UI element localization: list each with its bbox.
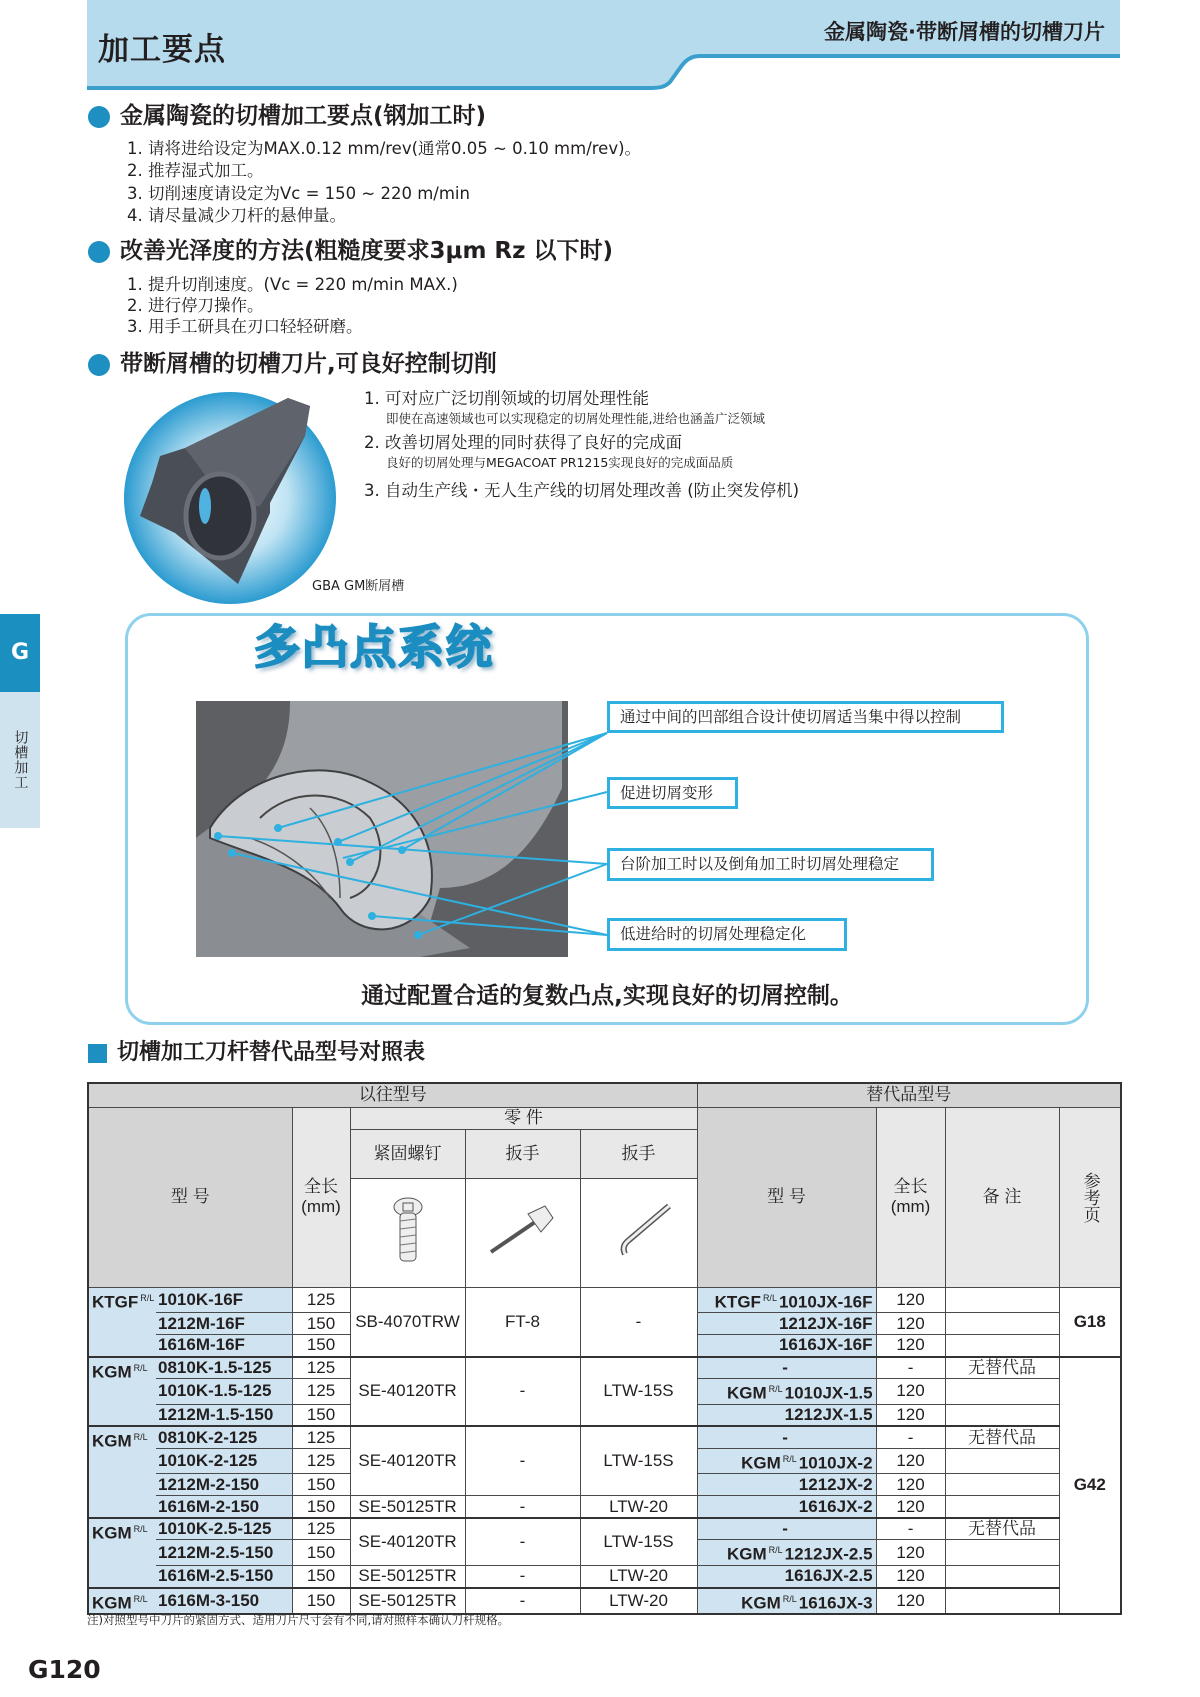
side-tab-label: 切槽加工 bbox=[0, 692, 40, 828]
alt-model-text: 1212JX-1.5 bbox=[784, 1405, 873, 1425]
screw-cell: SB-4070TRW bbox=[350, 1287, 465, 1357]
model-cell: 1010K-1.5-125 bbox=[156, 1379, 292, 1405]
alt-length-cell: 120 bbox=[876, 1540, 945, 1566]
alt-length-cell: - bbox=[876, 1518, 945, 1540]
alt-length-cell: 120 bbox=[876, 1313, 945, 1335]
alt-length-cell: 120 bbox=[876, 1588, 945, 1615]
model-cell: 1616M-2-150 bbox=[156, 1496, 292, 1518]
header-parts: 零 件 bbox=[350, 1107, 697, 1129]
alt-model-text: 1212JX-2.5 bbox=[784, 1545, 873, 1565]
alt-model-cell bbox=[697, 1518, 876, 1540]
rl-marker: R/L bbox=[762, 1292, 777, 1303]
alt-model-text: 1212JX-2 bbox=[798, 1474, 873, 1494]
heading-text: 改善光泽度的方法(粗糙度要求3μm Rz 以下时) bbox=[120, 238, 614, 265]
alt-model-text: 1010JX-16F bbox=[778, 1292, 873, 1312]
tip-item: 1. 提升切削速度。(Vc = 220 m/min MAX.) bbox=[127, 275, 458, 294]
rl-marker: R/L bbox=[768, 1384, 783, 1395]
alt-length-cell: 120 bbox=[876, 1496, 945, 1518]
heading-text: 带断屑槽的切槽刀片,可良好控制切削 bbox=[120, 351, 497, 378]
rl-marker: R/L bbox=[133, 1523, 148, 1534]
header-ref-page: 参考页 bbox=[1059, 1107, 1121, 1287]
header-model: 型 号 bbox=[88, 1107, 292, 1287]
model-prefix bbox=[88, 1357, 156, 1427]
model-cell: 1616M-2.5-150 bbox=[156, 1566, 292, 1588]
rl-marker: R/L bbox=[133, 1432, 148, 1443]
alt-length-cell: 120 bbox=[876, 1474, 945, 1496]
callout-concave-design: 通过中间的凹部组合设计使切屑适当集中得以控制 bbox=[607, 701, 1004, 733]
model-cell: 0810K-1.5-125 bbox=[156, 1357, 292, 1379]
screw-cell: SE-50125TR bbox=[350, 1566, 465, 1588]
wrench2-cell: - bbox=[580, 1287, 697, 1357]
note-cell bbox=[945, 1496, 1059, 1518]
header-wrench-2: 扳手 bbox=[580, 1129, 697, 1178]
rl-marker: R/L bbox=[140, 1292, 155, 1303]
header-note: 备 注 bbox=[945, 1107, 1059, 1287]
note-cell bbox=[945, 1404, 1059, 1426]
model-prefix bbox=[88, 1588, 156, 1615]
square-bullet-icon bbox=[88, 1044, 107, 1063]
length-cell: 125 bbox=[292, 1426, 350, 1448]
tip-item: 4. 请尽量减少刀杆的悬伸量。 bbox=[127, 206, 346, 225]
tip-item: 3. 切削速度请设定为Vc = 150 ~ 220 m/min bbox=[127, 184, 470, 203]
alt-prefix-text: KTGF bbox=[714, 1292, 761, 1312]
footnote: 注)对照型号中刀片的紧固方式、适用刀片尺寸会有不同,请对照样本确认刀杆规格。 bbox=[87, 1613, 510, 1627]
wrench2-cell: LTW-15S bbox=[580, 1357, 697, 1427]
prefix-text: KGM bbox=[92, 1523, 132, 1543]
wrench1-cell: - bbox=[465, 1426, 580, 1496]
length-cell: 150 bbox=[292, 1588, 350, 1615]
length-cell: 150 bbox=[292, 1313, 350, 1335]
alt-prefix-text: KGM bbox=[741, 1453, 781, 1473]
length-cell: 150 bbox=[292, 1496, 350, 1518]
model-prefix bbox=[88, 1518, 156, 1588]
length-cell: 150 bbox=[292, 1335, 350, 1357]
alt-length-cell: 120 bbox=[876, 1566, 945, 1588]
note-cell: 无替代品 bbox=[945, 1357, 1059, 1379]
screw-cell: SE-40120TR bbox=[350, 1426, 465, 1496]
header-screw: 紧固螺钉 bbox=[350, 1129, 465, 1178]
note-cell bbox=[945, 1313, 1059, 1335]
table-row bbox=[88, 1287, 1121, 1313]
model-prefix bbox=[88, 1287, 156, 1357]
model-cell: 1212M-2.5-150 bbox=[156, 1540, 292, 1566]
model-cell: 1616M-3-150 bbox=[156, 1588, 292, 1615]
rl-marker: R/L bbox=[133, 1593, 148, 1604]
alt-length-cell: 120 bbox=[876, 1335, 945, 1357]
system-conclusion: 通过配置合适的复数凸点,实现良好的切屑控制。 bbox=[361, 983, 853, 1009]
length-cell: 125 bbox=[292, 1287, 350, 1313]
header-length: 全长(mm) bbox=[292, 1107, 350, 1287]
table-row bbox=[88, 1496, 1121, 1518]
alt-length-cell: - bbox=[876, 1357, 945, 1379]
table-heading-text: 切槽加工刀杆替代品型号对照表 bbox=[117, 1040, 426, 1065]
screw-cell: SE-50125TR bbox=[350, 1588, 465, 1615]
model-cell: 1212M-2-150 bbox=[156, 1474, 292, 1496]
feature-point: 2. 改善切屑处理的同时获得了良好的完成面 bbox=[364, 433, 682, 452]
alt-prefix-text: KGM bbox=[741, 1593, 781, 1613]
length-cell: 125 bbox=[292, 1448, 350, 1474]
table-heading bbox=[88, 1040, 425, 1066]
alt-model-text: 1616JX-2 bbox=[798, 1496, 873, 1516]
alt-model-cell bbox=[697, 1540, 876, 1566]
prefix-text: KTGF bbox=[92, 1292, 139, 1312]
screw-cell: SE-50125TR bbox=[350, 1496, 465, 1518]
wrench2-cell: LTW-15S bbox=[580, 1426, 697, 1496]
note-cell: 无替代品 bbox=[945, 1426, 1059, 1448]
wrench2-cell: LTW-20 bbox=[580, 1588, 697, 1615]
l-wrench-icon bbox=[580, 1178, 697, 1287]
length-cell: 150 bbox=[292, 1540, 350, 1566]
model-cell: 0810K-2-125 bbox=[156, 1426, 292, 1448]
note-cell bbox=[945, 1379, 1059, 1405]
feature-point: 3. 自动生产线・无人生产线的切屑处理改善 (防止突发停机) bbox=[364, 481, 800, 500]
alt-length-cell: - bbox=[876, 1426, 945, 1448]
alt-model-cell bbox=[697, 1404, 876, 1426]
tip-item: 2. 推荐湿式加工。 bbox=[127, 161, 264, 180]
model-cell: 1616M-16F bbox=[156, 1335, 292, 1357]
tip-item: 1. 请将进给设定为MAX.0.12 mm/rev(通常0.05 ~ 0.10 mm/rev)。 bbox=[127, 139, 642, 158]
model-cell: 1212M-1.5-150 bbox=[156, 1404, 292, 1426]
alt-model-cell bbox=[697, 1357, 876, 1379]
side-tab-letter[interactable]: G bbox=[0, 614, 40, 692]
alt-model-text: - bbox=[782, 1519, 788, 1539]
model-cell: 1212M-16F bbox=[156, 1313, 292, 1335]
wrench1-cell: - bbox=[465, 1566, 580, 1588]
screw-icon bbox=[350, 1178, 465, 1287]
length-cell: 150 bbox=[292, 1566, 350, 1588]
alt-prefix-text: KGM bbox=[726, 1383, 767, 1403]
table-row bbox=[88, 1588, 1121, 1615]
rl-marker: R/L bbox=[133, 1362, 148, 1373]
model-cell: 1010K-2-125 bbox=[156, 1448, 292, 1474]
holder-replacement-table bbox=[87, 1082, 1122, 1615]
alt-model-text: - bbox=[782, 1427, 788, 1447]
note-cell bbox=[945, 1335, 1059, 1357]
callout-chip-deformation: 促进切屑变形 bbox=[607, 777, 738, 809]
alt-model-cell bbox=[697, 1448, 876, 1474]
screw-cell: SE-40120TR bbox=[350, 1518, 465, 1566]
length-cell: 150 bbox=[292, 1404, 350, 1426]
header-alt-model: 型 号 bbox=[697, 1107, 876, 1287]
alt-model-cell bbox=[697, 1335, 876, 1357]
alt-model-cell bbox=[697, 1313, 876, 1335]
callout-low-feed: 低进给时的切屑处理稳定化 bbox=[607, 918, 847, 951]
alt-model-cell bbox=[697, 1474, 876, 1496]
rl-marker: R/L bbox=[782, 1593, 797, 1604]
feature-sub: 良好的切屑处理与MEGACOAT PR1215实现良好的完成面品质 bbox=[386, 455, 734, 470]
wrench1-cell: - bbox=[465, 1588, 580, 1615]
alt-model-cell bbox=[697, 1426, 876, 1448]
wrench2-cell: LTW-20 bbox=[580, 1496, 697, 1518]
rl-marker: R/L bbox=[768, 1545, 783, 1556]
page-number: G120 bbox=[28, 1655, 101, 1684]
wrench1-cell: - bbox=[465, 1496, 580, 1518]
table-row bbox=[88, 1518, 1121, 1540]
header-wrench-1: 扳手 bbox=[465, 1129, 580, 1178]
heading-text: 金属陶瓷的切槽加工要点(钢加工时) bbox=[120, 103, 487, 130]
wrench2-cell: LTW-15S bbox=[580, 1518, 697, 1566]
length-cell: 150 bbox=[292, 1474, 350, 1496]
header-alt-length: 全长(mm) bbox=[876, 1107, 945, 1287]
ref-page-cell: G18 bbox=[1059, 1287, 1121, 1357]
insert-caption: GBA GM断屑槽 bbox=[312, 579, 405, 594]
note-cell bbox=[945, 1287, 1059, 1313]
alt-model-text: 1212JX-16F bbox=[778, 1313, 873, 1333]
table-row bbox=[88, 1357, 1121, 1379]
wrench1-cell: - bbox=[465, 1518, 580, 1566]
alt-model-text: 1616JX-2.5 bbox=[784, 1566, 873, 1586]
screw-cell: SE-40120TR bbox=[350, 1357, 465, 1427]
model-prefix bbox=[88, 1426, 156, 1518]
note-cell bbox=[945, 1448, 1059, 1474]
alt-model-cell bbox=[697, 1379, 876, 1405]
alt-length-cell: 120 bbox=[876, 1287, 945, 1313]
table-row bbox=[88, 1426, 1121, 1448]
model-cell: 1010K-2.5-125 bbox=[156, 1518, 292, 1540]
prefix-text: KGM bbox=[92, 1431, 132, 1451]
alt-model-cell bbox=[697, 1588, 876, 1615]
wrench1-cell: - bbox=[465, 1357, 580, 1427]
note-cell bbox=[945, 1540, 1059, 1566]
tip-item: 3. 用手工研具在刃口轻轻研磨。 bbox=[127, 317, 363, 336]
ref-page-cell: G42 bbox=[1059, 1357, 1121, 1615]
alt-model-text: 1616JX-3 bbox=[798, 1593, 873, 1613]
callout-shoulder-chamfer: 台阶加工时以及倒角加工时切屑处理稳定 bbox=[607, 848, 934, 881]
rl-marker: R/L bbox=[782, 1453, 797, 1464]
header-new-models: 替代品型号 bbox=[697, 1083, 1121, 1107]
category-title: 金属陶瓷·带断屑槽的切槽刀片 bbox=[824, 20, 1105, 44]
alt-model-text: 1010JX-2 bbox=[798, 1453, 873, 1473]
note-cell bbox=[945, 1566, 1059, 1588]
tip-item: 2. 进行停刀操作。 bbox=[127, 296, 264, 315]
prefix-text: KGM bbox=[92, 1593, 132, 1613]
system-title: 多凸点系统 bbox=[254, 620, 494, 674]
header-old-models: 以往型号 bbox=[88, 1083, 697, 1107]
page-title: 加工要点 bbox=[98, 32, 226, 68]
note-cell bbox=[945, 1588, 1059, 1615]
length-cell: 125 bbox=[292, 1518, 350, 1540]
alt-length-cell: 120 bbox=[876, 1448, 945, 1474]
feature-point: 1. 可对应广泛切削领域的切屑处理性能 bbox=[364, 389, 649, 408]
length-cell: 125 bbox=[292, 1379, 350, 1405]
note-cell bbox=[945, 1474, 1059, 1496]
alt-model-text: - bbox=[782, 1357, 788, 1377]
feature-sub: 即使在高速领域也可以实现稳定的切屑处理性能,进给也涵盖广泛领域 bbox=[386, 411, 765, 426]
model-cell: 1010K-16F bbox=[156, 1287, 292, 1313]
length-cell: 125 bbox=[292, 1357, 350, 1379]
alt-length-cell: 120 bbox=[876, 1379, 945, 1405]
prefix-text: KGM bbox=[92, 1362, 132, 1382]
alt-model-cell bbox=[697, 1496, 876, 1518]
alt-prefix-text: KGM bbox=[726, 1545, 767, 1565]
flag-wrench-icon bbox=[465, 1178, 580, 1287]
alt-model-cell bbox=[697, 1566, 876, 1588]
alt-model-text: 1010JX-1.5 bbox=[784, 1383, 873, 1403]
wrench2-cell: LTW-20 bbox=[580, 1566, 697, 1588]
note-cell: 无替代品 bbox=[945, 1518, 1059, 1540]
table-row bbox=[88, 1566, 1121, 1588]
alt-length-cell: 120 bbox=[876, 1404, 945, 1426]
alt-model-text: 1616JX-16F bbox=[778, 1335, 873, 1355]
wrench1-cell: FT-8 bbox=[465, 1287, 580, 1357]
alt-model-cell bbox=[697, 1287, 876, 1313]
